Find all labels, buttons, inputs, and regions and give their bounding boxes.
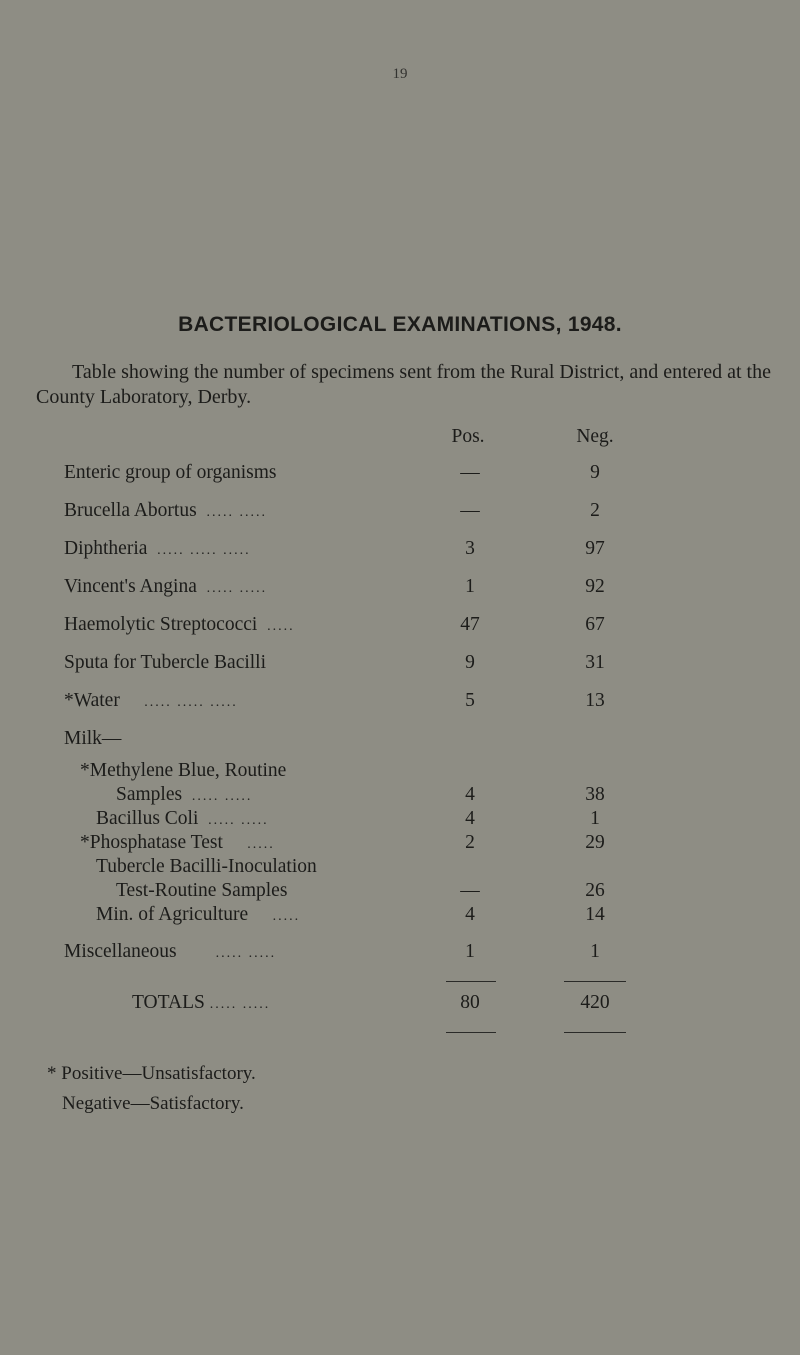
table-row <box>0 760 800 784</box>
row-label: Bacillus Coli <box>96 808 199 829</box>
footnote-negative: Negative—Satisfactory. <box>62 1093 244 1114</box>
header-pos: Pos. <box>451 426 485 447</box>
row-pos: 3 <box>465 538 475 559</box>
page-number: 19 <box>392 66 408 82</box>
row-pos: 2 <box>465 832 475 853</box>
row-neg: 38 <box>585 784 605 805</box>
table-row <box>0 500 800 524</box>
table-header <box>0 426 800 450</box>
leader-dots: ..... <box>272 909 301 924</box>
table-row <box>0 576 800 600</box>
row-label: Vincent's Angina <box>64 576 197 597</box>
table-row-group-milk <box>0 728 800 752</box>
leader-dots: ..... <box>267 619 295 634</box>
row-pos: 4 <box>465 808 475 829</box>
leader-dots: ..... ..... <box>206 581 268 596</box>
row-neg: 26 <box>585 880 605 901</box>
totals-row <box>0 992 800 1016</box>
table-row <box>0 856 800 880</box>
row-label: *Methylene Blue, Routine <box>80 760 287 781</box>
row-pos: 1 <box>465 941 475 962</box>
table-row <box>0 538 800 562</box>
table-row <box>0 832 800 856</box>
row-neg: 9 <box>590 462 600 483</box>
row-label: Milk— <box>64 728 122 749</box>
table-row <box>0 614 800 638</box>
leader-dots: ..... ..... <box>208 813 269 828</box>
table-row <box>0 784 800 808</box>
row-label: Diphtheria <box>64 538 148 559</box>
row-pos: — <box>460 500 480 521</box>
row-neg: 29 <box>585 832 605 853</box>
row-pos: 5 <box>465 690 475 711</box>
footnote-positive: * Positive—Unsatisfactory. <box>47 1063 256 1084</box>
row-label: Haemolytic Streptococci <box>64 614 258 635</box>
row-pos: 4 <box>465 904 475 925</box>
row-label: Brucella Abortus <box>64 500 197 521</box>
page-title: BACTERIOLOGICAL EXAMINATIONS, 1948. <box>178 313 622 336</box>
row-neg: 1 <box>590 941 600 962</box>
leader-dots: ..... ..... <box>191 789 253 804</box>
row-label: Miscellaneous <box>64 941 177 962</box>
row-neg: 31 <box>585 652 605 673</box>
row-neg: 13 <box>585 690 605 711</box>
table-row <box>0 462 800 486</box>
row-neg: 92 <box>585 576 605 597</box>
totals-neg: 420 <box>580 992 610 1013</box>
leader-dots: ..... ..... <box>209 997 271 1012</box>
divider <box>564 981 626 982</box>
intro-paragraph <box>36 360 796 410</box>
row-label: *Water <box>64 690 120 711</box>
leader-dots: ..... ..... <box>206 505 267 520</box>
leader-dots: ..... ..... ..... <box>144 695 238 710</box>
row-label: Samples <box>116 784 183 805</box>
row-neg: 2 <box>590 500 600 521</box>
header-neg: Neg. <box>576 426 614 447</box>
table-row <box>0 808 800 832</box>
totals-label: TOTALS <box>132 992 205 1013</box>
table-row <box>0 904 800 928</box>
row-pos: — <box>460 462 480 483</box>
table-row <box>0 690 800 714</box>
row-label: Enteric group of organisms <box>64 462 277 483</box>
divider <box>446 1032 496 1033</box>
leader-dots: ..... <box>247 837 275 852</box>
table-row <box>0 941 800 965</box>
row-label: Min. of Agriculture <box>96 904 249 925</box>
row-pos: 4 <box>465 784 475 805</box>
row-neg: 97 <box>585 538 605 559</box>
row-label: Sputa for Tubercle Bacilli <box>64 652 267 673</box>
totals-pos: 80 <box>460 992 480 1013</box>
divider <box>564 1032 626 1033</box>
row-pos: 1 <box>465 576 475 597</box>
table-row <box>0 652 800 676</box>
row-pos: 47 <box>460 614 480 635</box>
intro-text: Table showing the number of specimens sent from the Rural District, and entered at the County Laboratory, Derby. <box>36 361 771 408</box>
row-neg: 14 <box>585 904 605 925</box>
row-label: *Phosphatase Test <box>80 832 223 853</box>
divider <box>446 981 496 982</box>
leader-dots: ..... ..... <box>215 946 277 961</box>
row-pos: — <box>460 880 480 901</box>
row-label: Test-Routine Samples <box>116 880 288 901</box>
row-label: Tubercle Bacilli-Inoculation <box>96 856 317 877</box>
leader-dots: ..... ..... ..... <box>157 543 251 558</box>
table-row <box>0 880 800 904</box>
row-pos: 9 <box>465 652 475 673</box>
row-neg: 67 <box>585 614 605 635</box>
row-neg: 1 <box>590 808 600 829</box>
